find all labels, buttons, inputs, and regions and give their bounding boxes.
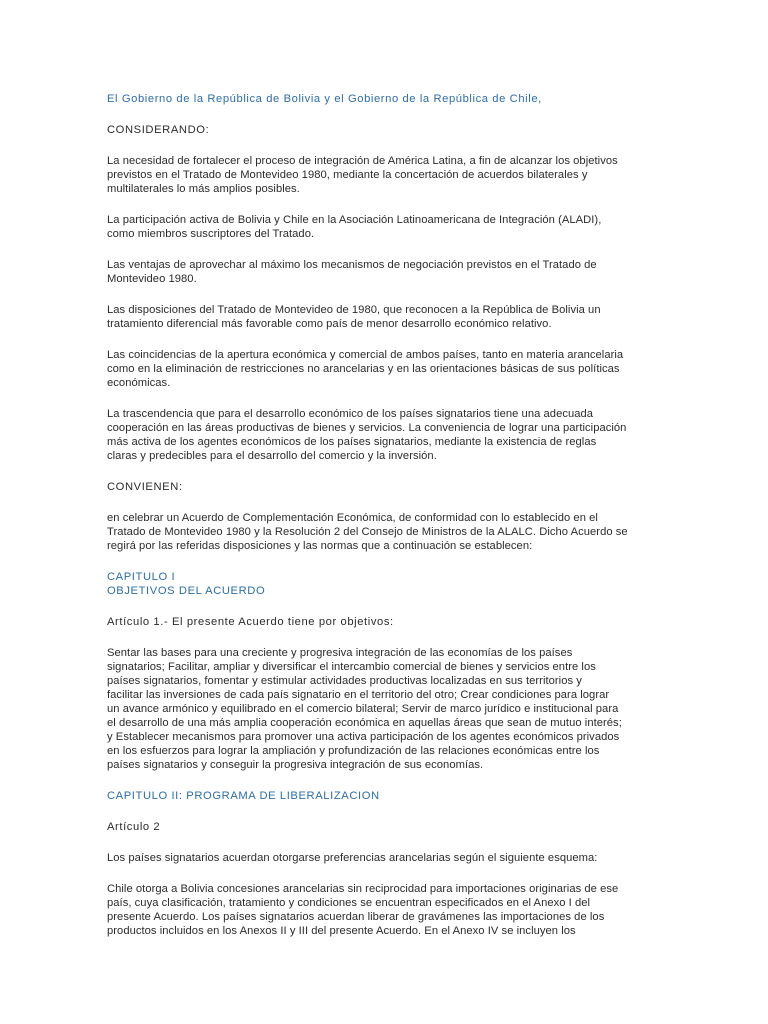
paragraph-6: La trascendencia que para el desarrollo económico de los países signatarios tiene una adecuada cooperación en las áreas productivas de bienes y servicios. La conveniencia de lograr una participación más activa de los agentes económicos de los países signatarios, mediante la existencia de reglas claras y predecibles para el desarrollo del comercio y la inversión. <box>107 408 627 462</box>
document-heading: El Gobierno de la República de Bolivia y el Gobierno de la República de Chile, <box>107 93 542 105</box>
considerando-label: CONSIDERANDO: <box>107 124 210 136</box>
convienen-label: CONVIENEN: <box>107 481 183 493</box>
paragraph-9: Los países signatarios acuerdan otorgarse preferencias arancelarias según el siguiente esquema: <box>107 852 598 864</box>
paragraph-5: Las coincidencias de la apertura económica y comercial de ambos países, tanto en materia arancelaria como en la eliminación de restricciones no arancelarias y en las orientaciones básicas de sus políticas económicas. <box>107 349 624 389</box>
paragraph-4: Las disposiciones del Tratado de Montevideo de 1980, que reconocen a la República de Bolivia un tratamiento diferencial más favorable como país de menor desarrollo económico relativo. <box>107 304 601 330</box>
paragraph-8: Sentar las bases para una creciente y progresiva integración de las economías de los países signatarios; Facilitar, ampliar y diversificar el intercambio comercial de bienes y servicios entre los países signatarios, fomentar y estimular actividades productivas localizadas en sus territorios y facilitar las inversiones de cada país signatario en el territorio del otro; Crear condiciones para lograr un avance armónico y equilibrado en el comercio bilateral; Servir de marco jurídico e institucional para el desarrollo de una más amplia cooperación económica en aquellas áreas que sean de mutuo interés; y Establecer mecanismos para promover una activa participación de los agentes económicos privados en los esfuerzos para lograr la ampliación y profundización de las relaciones económicas entre los países signatarios y conseguir la progresiva integración de sus economías. <box>107 647 622 771</box>
document-page <box>107 92 667 938</box>
paragraph-7: en celebrar un Acuerdo de Complementación Económica, de conformidad con lo establecido en el Tratado de Montevideo 1980 y la Resolución 2 del Consejo de Ministros de la ALALC. Dicho Acuerdo se regirá por las referidas disposiciones y las normas que a continuación se establecen: <box>107 512 628 552</box>
article-2-heading: Artículo 2 <box>107 821 161 833</box>
paragraph-10: Chile otorga a Bolivia concesiones arancelarias sin reciprocidad para importaciones originarias de ese país, cuya clasificación, tratamiento y condiciones se encuentran especificados en el Anexo I del presente Acuerdo. Los países signatarios acuerdan liberar de gravámenes las importaciones de los productos incluidos en los Anexos II y III del presente Acuerdo. En el Anexo IV se incluyen los <box>107 883 619 937</box>
paragraph-1: La necesidad de fortalecer el proceso de integración de América Latina, a fin de alcanzar los objetivos previstos en el Tratado de Montevideo 1980, mediante la concertación de acuerdos bilaterales y multilaterales lo más amplios posibles. <box>107 155 618 195</box>
chapter-1-number: CAPITULO I <box>107 571 176 583</box>
paragraph-3: Las ventajas de aprovechar al máximo los mecanismos de negociación previstos en el Tratado de Montevideo 1980. <box>107 259 597 285</box>
chapter-2-heading: CAPITULO II: PROGRAMA DE LIBERALIZACION <box>107 790 380 802</box>
chapter-1-title: OBJETIVOS DEL ACUERDO <box>107 585 266 597</box>
chapter-1-heading <box>107 570 667 598</box>
paragraph-2: La participación activa de Bolivia y Chile en la Asociación Latinoamericana de Integración (ALADI), como miembros suscriptores del Tratado. <box>107 214 602 240</box>
article-1-heading: Artículo 1.- El presente Acuerdo tiene por objetivos: <box>107 616 394 628</box>
